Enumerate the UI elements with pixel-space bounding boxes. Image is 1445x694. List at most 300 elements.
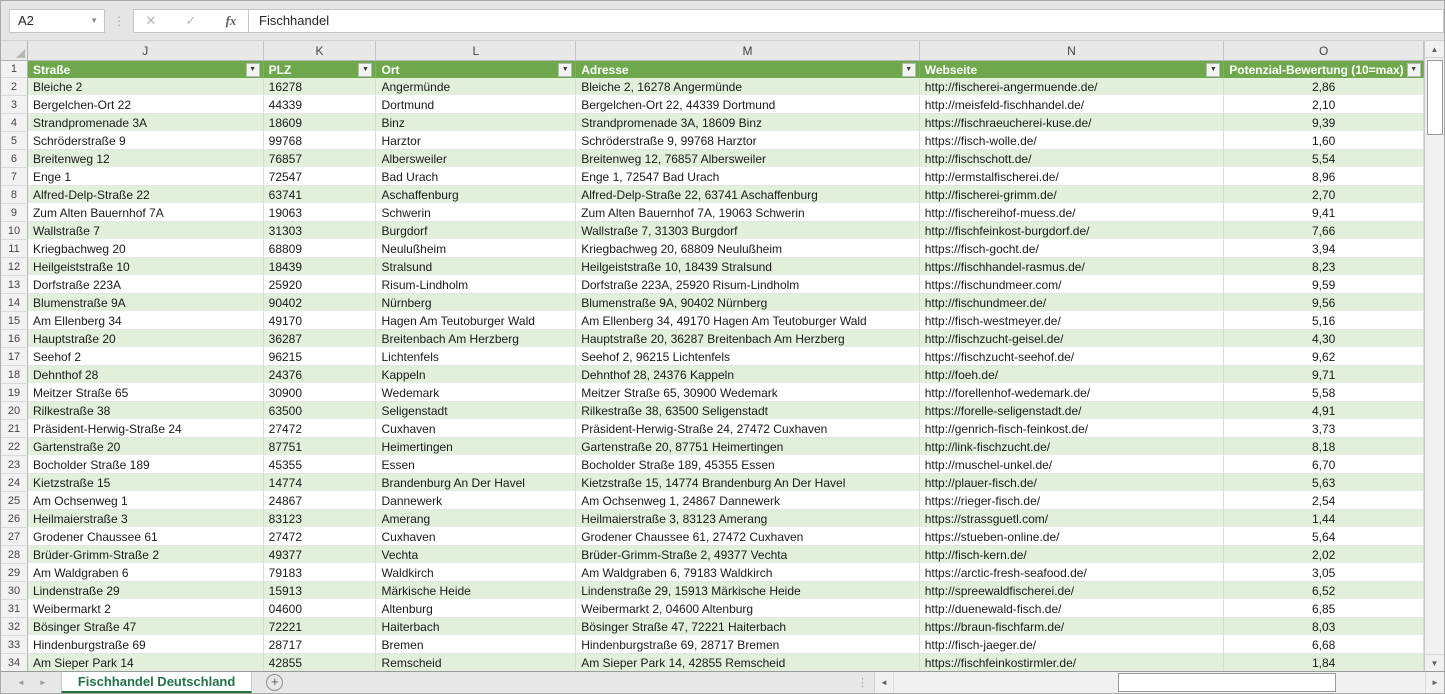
cell-adresse[interactable]: Bergelchen-Ort 22, 44339 Dortmund (576, 96, 920, 114)
cell-bewertung[interactable]: 2,70 (1224, 186, 1424, 204)
column-header-k[interactable]: K (264, 41, 377, 61)
cell-ort[interactable]: Hagen Am Teutoburger Wald (376, 312, 576, 330)
cell-bewertung[interactable]: 9,62 (1224, 348, 1424, 366)
table-row (1, 546, 1424, 564)
cell-adresse[interactable]: Weibermarkt 2, 04600 Altenburg (576, 600, 920, 618)
cell-adresse[interactable]: Dehnthof 28, 24376 Kappeln (576, 366, 920, 384)
cell-webseite[interactable]: http://fischschott.de/ (920, 150, 1225, 168)
cell-adresse[interactable]: Schröderstraße 9, 99768 Harztor (576, 132, 920, 150)
scroll-down-icon[interactable]: ▼ (1425, 654, 1445, 671)
cell-bewertung[interactable]: 5,16 (1224, 312, 1424, 330)
cell-webseite[interactable]: http://fischundmeer.de/ (920, 294, 1225, 312)
cell-plz[interactable]: 19063 (264, 204, 377, 222)
cell-ort[interactable]: Altenburg (376, 600, 576, 618)
row-number[interactable]: 23 (1, 456, 28, 474)
cell-ort[interactable]: Vechta (376, 546, 576, 564)
cell-bewertung[interactable]: 1,44 (1224, 510, 1424, 528)
cell-bewertung[interactable]: 8,18 (1224, 438, 1424, 456)
cell-webseite[interactable]: https://arctic-fresh-seafood.de/ (920, 564, 1225, 582)
formula-buttons (133, 9, 248, 33)
cell-ort[interactable]: Bremen (376, 636, 576, 654)
formula-input[interactable] (248, 9, 1444, 33)
column-header-l[interactable]: L (376, 41, 576, 61)
row-number[interactable]: 12 (1, 258, 28, 276)
cell-strasse[interactable]: Bleiche 2 (28, 78, 264, 96)
cell-plz[interactable]: 36287 (264, 330, 377, 348)
sheet-grid (1, 41, 1424, 671)
scroll-left-icon[interactable]: ◄ (875, 672, 893, 693)
cell-adresse[interactable]: Zum Alten Bauernhof 7A, 19063 Schwerin (576, 204, 920, 222)
cell-strasse[interactable]: Brüder-Grimm-Straße 2 (28, 546, 264, 564)
row-number[interactable]: 22 (1, 438, 28, 456)
cell-adresse[interactable]: Brüder-Grimm-Straße 2, 49377 Vechta (576, 546, 920, 564)
cell-bewertung[interactable]: 6,85 (1224, 600, 1424, 618)
cell-adresse[interactable]: Am Sieper Park 14, 42855 Remscheid (576, 654, 920, 671)
cell-bewertung[interactable]: 2,02 (1224, 546, 1424, 564)
confirm-icon[interactable]: ✓ (185, 12, 197, 28)
cell-webseite[interactable]: http://fischfeinkost-burgdorf.de/ (920, 222, 1225, 240)
cell-webseite[interactable]: http://ermstalfischerei.de/ (920, 168, 1225, 186)
cell-strasse[interactable]: Kietzstraße 15 (28, 474, 264, 492)
cell-webseite[interactable]: http://duenewald-fisch.de/ (920, 600, 1225, 618)
row-number[interactable]: 17 (1, 348, 28, 366)
row-number[interactable]: 29 (1, 564, 28, 582)
row-number[interactable]: 6 (1, 150, 28, 168)
row-number[interactable]: 26 (1, 510, 28, 528)
cell-strasse[interactable]: Weibermarkt 2 (28, 600, 264, 618)
cell-strasse[interactable]: Präsident-Herwig-Straße 24 (28, 420, 264, 438)
cell-adresse[interactable]: Rilkestraße 38, 63500 Seligenstadt (576, 402, 920, 420)
cell-plz[interactable]: 45355 (264, 456, 377, 474)
cell-adresse[interactable]: Bleiche 2, 16278 Angermünde (576, 78, 920, 96)
row-number[interactable]: 8 (1, 186, 28, 204)
filter-icon[interactable]: ▼ (902, 63, 916, 77)
cell-bewertung[interactable]: 9,41 (1224, 204, 1424, 222)
cell-webseite[interactable]: http://link-fischzucht.de/ (920, 438, 1225, 456)
cell-ort[interactable]: Aschaffenburg (376, 186, 576, 204)
cell-bewertung[interactable]: 5,63 (1224, 474, 1424, 492)
cell-strasse[interactable]: Strandpromenade 3A (28, 114, 264, 132)
cell-webseite[interactable]: http://spreewaldfischerei.de/ (920, 582, 1225, 600)
cell-adresse[interactable]: Präsident-Herwig-Straße 24, 27472 Cuxhaven (576, 420, 920, 438)
table-row (1, 312, 1424, 330)
cell-adresse[interactable]: Gartenstraße 20, 87751 Heimertingen (576, 438, 920, 456)
row-number[interactable]: 18 (1, 366, 28, 384)
cell-strasse[interactable]: Gartenstraße 20 (28, 438, 264, 456)
sheet-tab-bar (1, 671, 1444, 693)
column-header-row (1, 41, 1424, 61)
cell-strasse[interactable]: Dorfstraße 223A (28, 276, 264, 294)
cancel-icon[interactable]: ✕ (145, 12, 157, 28)
cell-bewertung[interactable]: 4,30 (1224, 330, 1424, 348)
scroll-up-icon[interactable]: ▲ (1425, 41, 1445, 58)
cell-ort[interactable]: Stralsund (376, 258, 576, 276)
cell-strasse[interactable]: Heilgeiststraße 10 (28, 258, 264, 276)
row-number[interactable]: 25 (1, 492, 28, 510)
cell-webseite[interactable]: https://fischundmeer.com/ (920, 276, 1225, 294)
column-header-n[interactable]: N (920, 41, 1225, 61)
formula-value: Fischhandel (259, 13, 330, 28)
cell-adresse[interactable]: Dorfstraße 223A, 25920 Risum-Lindholm (576, 276, 920, 294)
cell-adresse[interactable]: Seehof 2, 96215 Lichtenfels (576, 348, 920, 366)
cell-strasse[interactable]: Seehof 2 (28, 348, 264, 366)
cell-plz[interactable]: 87751 (264, 438, 377, 456)
cell-ort[interactable]: Brandenburg An Der Havel (376, 474, 576, 492)
row-number[interactable]: 33 (1, 636, 28, 654)
sheet-tab-label: Fischhandel Deutschland (77, 674, 236, 689)
cell-plz[interactable]: 72221 (264, 618, 377, 636)
header-ort[interactable]: Ort ▼ (376, 61, 576, 78)
cell-plz[interactable]: 15913 (264, 582, 377, 600)
table-row (1, 204, 1424, 222)
cell-plz[interactable]: 83123 (264, 510, 377, 528)
table-row (1, 96, 1424, 114)
row-number[interactable]: 31 (1, 600, 28, 618)
cell-ort[interactable]: Wedemark (376, 384, 576, 402)
cell-webseite[interactable]: http://fischerei-angermuende.de/ (920, 78, 1225, 96)
cell-ort[interactable]: Märkische Heide (376, 582, 576, 600)
cell-bewertung[interactable]: 3,94 (1224, 240, 1424, 258)
cell-plz[interactable]: 24867 (264, 492, 377, 510)
cell-strasse[interactable]: Heilmaierstraße 3 (28, 510, 264, 528)
cell-plz[interactable]: 27472 (264, 528, 377, 546)
horizontal-scrollbar-thumb[interactable] (1118, 673, 1336, 692)
cell-ort[interactable]: Risum-Lindholm (376, 276, 576, 294)
cell-bewertung[interactable]: 2,86 (1224, 78, 1424, 96)
table-row (1, 114, 1424, 132)
cell-bewertung[interactable]: 5,54 (1224, 150, 1424, 168)
cell-webseite[interactable]: http://meisfeld-fischhandel.de/ (920, 96, 1225, 114)
cell-plz[interactable]: 49170 (264, 312, 377, 330)
cell-adresse[interactable]: Kriegbachweg 20, 68809 Neulußheim (576, 240, 920, 258)
cell-strasse[interactable]: Am Ellenberg 34 (28, 312, 264, 330)
cell-plz[interactable]: 72547 (264, 168, 377, 186)
cell-webseite[interactable]: https://fisch-gocht.de/ (920, 240, 1225, 258)
cell-plz[interactable]: 90402 (264, 294, 377, 312)
cell-ort[interactable]: Lichtenfels (376, 348, 576, 366)
cell-plz[interactable]: 68809 (264, 240, 377, 258)
cell-adresse[interactable]: Hauptstraße 20, 36287 Breitenbach Am Herzberg (576, 330, 920, 348)
cell-bewertung[interactable]: 9,56 (1224, 294, 1424, 312)
cell-bewertung[interactable]: 9,59 (1224, 276, 1424, 294)
cell-bewertung[interactable]: 1,60 (1224, 132, 1424, 150)
table-row (1, 132, 1424, 150)
cell-adresse[interactable]: Enge 1, 72547 Bad Urach (576, 168, 920, 186)
cell-adresse[interactable]: Am Waldgraben 6, 79183 Waldkirch (576, 564, 920, 582)
header-bewertung[interactable]: Potenzial-Bewertung (10=max) ▼ (1224, 61, 1424, 78)
vertical-scrollbar-thumb[interactable] (1427, 60, 1443, 135)
cell-ort[interactable]: Amerang (376, 510, 576, 528)
cell-strasse[interactable]: Alfred-Delp-Straße 22 (28, 186, 264, 204)
table-row (1, 168, 1424, 186)
cell-plz[interactable]: 18609 (264, 114, 377, 132)
table-row (1, 492, 1424, 510)
cell-strasse[interactable]: Bösinger Straße 47 (28, 618, 264, 636)
cell-ort[interactable]: Angermünde (376, 78, 576, 96)
cell-adresse[interactable]: Alfred-Delp-Straße 22, 63741 Aschaffenburg (576, 186, 920, 204)
row-number[interactable]: 9 (1, 204, 28, 222)
cell-plz[interactable]: 31303 (264, 222, 377, 240)
horizontal-scrollbar-track[interactable] (893, 672, 1426, 693)
cell-webseite[interactable]: https://forelle-seligenstadt.de/ (920, 402, 1225, 420)
cell-ort[interactable]: Neulußheim (376, 240, 576, 258)
cell-ort[interactable]: Kappeln (376, 366, 576, 384)
cell-adresse[interactable]: Heilmaierstraße 3, 83123 Amerang (576, 510, 920, 528)
cell-plz[interactable]: 79183 (264, 564, 377, 582)
cell-adresse[interactable]: Bösinger Straße 47, 72221 Haiterbach (576, 618, 920, 636)
cell-strasse[interactable]: Am Waldgraben 6 (28, 564, 264, 582)
cell-ort[interactable]: Schwerin (376, 204, 576, 222)
cell-ort[interactable]: Nürnberg (376, 294, 576, 312)
header-adresse[interactable]: Adresse ▼ (576, 61, 920, 78)
cell-ort[interactable]: Cuxhaven (376, 420, 576, 438)
cell-webseite[interactable]: http://fisch-jaeger.de/ (920, 636, 1225, 654)
cell-strasse[interactable]: Am Sieper Park 14 (28, 654, 264, 671)
cell-webseite[interactable]: http://plauer-fisch.de/ (920, 474, 1225, 492)
name-box-value: A2 (18, 13, 34, 28)
filter-icon[interactable]: ▼ (246, 63, 260, 77)
cell-plz[interactable]: 27472 (264, 420, 377, 438)
table-row (1, 636, 1424, 654)
cell-ort[interactable]: Dortmund (376, 96, 576, 114)
cell-strasse[interactable]: Enge 1 (28, 168, 264, 186)
horizontal-scrollbar[interactable] (874, 672, 1444, 693)
cell-webseite[interactable]: http://fischereihof-muess.de/ (920, 204, 1225, 222)
row-number[interactable]: 1 (1, 61, 28, 78)
cell-plz[interactable]: 18439 (264, 258, 377, 276)
header-strasse[interactable]: Straße ▼ (28, 61, 264, 78)
cell-ort[interactable]: Albersweiler (376, 150, 576, 168)
row-number[interactable]: 4 (1, 114, 28, 132)
cell-plz[interactable]: 24376 (264, 366, 377, 384)
row-number[interactable]: 20 (1, 402, 28, 420)
cell-bewertung[interactable]: 6,52 (1224, 582, 1424, 600)
cell-plz[interactable]: 63500 (264, 402, 377, 420)
row-number[interactable]: 2 (1, 78, 28, 96)
cell-bewertung[interactable]: 3,05 (1224, 564, 1424, 582)
cell-plz[interactable]: 49377 (264, 546, 377, 564)
cell-adresse[interactable]: Am Ochsenweg 1, 24867 Dannewerk (576, 492, 920, 510)
cell-webseite[interactable]: http://fischzucht-geisel.de/ (920, 330, 1225, 348)
table-row (1, 618, 1424, 636)
cell-ort[interactable]: Essen (376, 456, 576, 474)
cell-adresse[interactable]: Bocholder Straße 189, 45355 Essen (576, 456, 920, 474)
vertical-scrollbar[interactable] (1424, 41, 1444, 671)
cell-bewertung[interactable]: 6,68 (1224, 636, 1424, 654)
cell-adresse[interactable]: Strandpromenade 3A, 18609 Binz (576, 114, 920, 132)
row-number[interactable]: 10 (1, 222, 28, 240)
cell-bewertung[interactable]: 5,58 (1224, 384, 1424, 402)
cell-strasse[interactable]: Bergelchen-Ort 22 (28, 96, 264, 114)
formula-bar-handle-icon[interactable]: ⋮ (113, 13, 125, 28)
sheet-tab-active[interactable] (61, 672, 252, 693)
cell-webseite[interactable]: https://strassguetl.com/ (920, 510, 1225, 528)
cell-adresse[interactable]: Kietzstraße 15, 14774 Brandenburg An Der Havel (576, 474, 920, 492)
row-number[interactable]: 21 (1, 420, 28, 438)
cell-plz[interactable]: 99768 (264, 132, 377, 150)
column-header-m[interactable]: M (576, 41, 920, 61)
cell-bewertung[interactable]: 8,03 (1224, 618, 1424, 636)
row-number[interactable]: 5 (1, 132, 28, 150)
insert-function-icon[interactable]: fx (225, 12, 237, 28)
column-header-o[interactable]: O (1224, 41, 1424, 61)
row-number[interactable]: 28 (1, 546, 28, 564)
cell-webseite[interactable]: https://rieger-fisch.de/ (920, 492, 1225, 510)
filter-icon[interactable]: ▼ (558, 63, 572, 77)
cell-adresse[interactable]: Hindenburgstraße 69, 28717 Bremen (576, 636, 920, 654)
cell-strasse[interactable]: Bocholder Straße 189 (28, 456, 264, 474)
cell-bewertung[interactable]: 8,96 (1224, 168, 1424, 186)
cell-webseite[interactable]: https://fischfeinkostirmler.de/ (920, 654, 1225, 671)
table-body (1, 78, 1424, 671)
column-header-j[interactable]: J (28, 41, 264, 61)
cell-adresse[interactable]: Meitzer Straße 65, 30900 Wedemark (576, 384, 920, 402)
cell-strasse[interactable]: Rilkestraße 38 (28, 402, 264, 420)
cell-plz[interactable]: 14774 (264, 474, 377, 492)
cell-adresse[interactable]: Lindenstraße 29, 15913 Märkische Heide (576, 582, 920, 600)
cell-bewertung[interactable]: 2,54 (1224, 492, 1424, 510)
row-number[interactable]: 30 (1, 582, 28, 600)
select-all-button[interactable] (1, 41, 28, 61)
cell-adresse[interactable]: Wallstraße 7, 31303 Burgdorf (576, 222, 920, 240)
row-number[interactable]: 3 (1, 96, 28, 114)
cell-strasse[interactable]: Am Ochsenweg 1 (28, 492, 264, 510)
cell-webseite[interactable]: https://stueben-online.de/ (920, 528, 1225, 546)
cell-webseite[interactable]: http://forellenhof-wedemark.de/ (920, 384, 1225, 402)
cell-ort[interactable]: Burgdorf (376, 222, 576, 240)
table-row (1, 474, 1424, 492)
row-number[interactable]: 13 (1, 276, 28, 294)
cell-plz[interactable]: 96215 (264, 348, 377, 366)
cell-bewertung[interactable]: 6,70 (1224, 456, 1424, 474)
scroll-right-icon[interactable]: ► (1426, 672, 1444, 693)
cell-ort[interactable]: Bad Urach (376, 168, 576, 186)
cell-webseite[interactable]: https://braun-fischfarm.de/ (920, 618, 1225, 636)
table-row (1, 294, 1424, 312)
cell-ort[interactable]: Binz (376, 114, 576, 132)
row-number[interactable]: 11 (1, 240, 28, 258)
table-row (1, 600, 1424, 618)
cell-bewertung[interactable]: 2,10 (1224, 96, 1424, 114)
cell-bewertung[interactable]: 8,23 (1224, 258, 1424, 276)
cell-plz[interactable]: 30900 (264, 384, 377, 402)
cell-webseite[interactable]: https://fisch-wolle.de/ (920, 132, 1225, 150)
cell-bewertung[interactable]: 5,64 (1224, 528, 1424, 546)
scrollbar-handle-icon[interactable]: ⋮ (857, 677, 868, 689)
row-number[interactable]: 32 (1, 618, 28, 636)
cell-ort[interactable]: Heimertingen (376, 438, 576, 456)
cell-plz[interactable]: 42855 (264, 654, 377, 671)
row-number[interactable]: 34 (1, 654, 28, 671)
cell-strasse[interactable]: Breitenweg 12 (28, 150, 264, 168)
cell-plz[interactable]: 76857 (264, 150, 377, 168)
cell-plz[interactable]: 63741 (264, 186, 377, 204)
cell-bewertung[interactable]: 1,84 (1224, 654, 1424, 671)
table-row (1, 240, 1424, 258)
grid-region (1, 41, 1444, 671)
header-plz[interactable]: PLZ ▼ (264, 61, 377, 78)
cell-adresse[interactable]: Heilgeiststraße 10, 18439 Stralsund (576, 258, 920, 276)
name-box[interactable] (9, 9, 105, 33)
cell-strasse[interactable]: Schröderstraße 9 (28, 132, 264, 150)
next-sheet-icon[interactable]: ► (38, 678, 47, 687)
row-number[interactable]: 27 (1, 528, 28, 546)
cell-strasse[interactable]: Blumenstraße 9A (28, 294, 264, 312)
name-box-dropdown-icon[interactable]: ▼ (90, 16, 98, 25)
cell-strasse[interactable]: Hauptstraße 20 (28, 330, 264, 348)
cell-strasse[interactable]: Wallstraße 7 (28, 222, 264, 240)
cell-ort[interactable]: Cuxhaven (376, 528, 576, 546)
cell-ort[interactable]: Dannewerk (376, 492, 576, 510)
tab-navigation (1, 672, 61, 693)
cell-plz[interactable]: 25920 (264, 276, 377, 294)
cell-strasse[interactable]: Zum Alten Bauernhof 7A (28, 204, 264, 222)
cell-webseite[interactable]: https://fischzucht-seehof.de/ (920, 348, 1225, 366)
new-sheet-button[interactable]: + (266, 674, 283, 691)
cell-adresse[interactable]: Grodener Chaussee 61, 27472 Cuxhaven (576, 528, 920, 546)
cell-webseite[interactable]: http://fisch-westmeyer.de/ (920, 312, 1225, 330)
cell-bewertung[interactable]: 7,66 (1224, 222, 1424, 240)
cell-adresse[interactable]: Breitenweg 12, 76857 Albersweiler (576, 150, 920, 168)
filter-icon[interactable]: ▼ (1206, 63, 1220, 77)
cell-strasse[interactable]: Hindenburgstraße 69 (28, 636, 264, 654)
cell-webseite[interactable]: http://genrich-fisch-feinkost.de/ (920, 420, 1225, 438)
cell-adresse[interactable]: Blumenstraße 9A, 90402 Nürnberg (576, 294, 920, 312)
cell-plz[interactable]: 28717 (264, 636, 377, 654)
tab-bar-spacer (283, 672, 857, 693)
row-number[interactable]: 19 (1, 384, 28, 402)
cell-plz[interactable]: 04600 (264, 600, 377, 618)
cell-strasse[interactable]: Lindenstraße 29 (28, 582, 264, 600)
row-number[interactable]: 7 (1, 168, 28, 186)
cell-bewertung[interactable]: 9,39 (1224, 114, 1424, 132)
cell-ort[interactable]: Waldkirch (376, 564, 576, 582)
cell-bewertung[interactable]: 4,91 (1224, 402, 1424, 420)
cell-strasse[interactable]: Meitzer Straße 65 (28, 384, 264, 402)
cell-strasse[interactable]: Kriegbachweg 20 (28, 240, 264, 258)
cell-ort[interactable]: Haiterbach (376, 618, 576, 636)
cell-ort[interactable]: Harztor (376, 132, 576, 150)
cell-bewertung[interactable]: 9,71 (1224, 366, 1424, 384)
cell-webseite[interactable]: http://muschel-unkel.de/ (920, 456, 1225, 474)
cell-ort[interactable]: Seligenstadt (376, 402, 576, 420)
cell-webseite[interactable]: http://fisch-kern.de/ (920, 546, 1225, 564)
table-row (1, 402, 1424, 420)
row-number[interactable]: 15 (1, 312, 28, 330)
cell-webseite[interactable]: http://foeh.de/ (920, 366, 1225, 384)
cell-plz[interactable]: 44339 (264, 96, 377, 114)
previous-sheet-icon[interactable]: ◄ (17, 678, 25, 687)
cell-plz[interactable]: 16278 (264, 78, 377, 96)
filter-icon[interactable]: ▼ (358, 63, 372, 77)
cell-ort[interactable]: Breitenbach Am Herzberg (376, 330, 576, 348)
table-row (1, 654, 1424, 671)
row-number[interactable]: 24 (1, 474, 28, 492)
table-row (1, 582, 1424, 600)
cell-webseite[interactable]: https://fischraeucherei-kuse.de/ (920, 114, 1225, 132)
header-webseite[interactable]: Webseite ▼ (920, 61, 1225, 78)
cell-adresse[interactable]: Am Ellenberg 34, 49170 Hagen Am Teutoburger Wald (576, 312, 920, 330)
filter-icon[interactable]: ▼ (1407, 63, 1421, 77)
cell-webseite[interactable]: http://fischerei-grimm.de/ (920, 186, 1225, 204)
row-number[interactable]: 16 (1, 330, 28, 348)
cell-bewertung[interactable]: 3,73 (1224, 420, 1424, 438)
cell-strasse[interactable]: Dehnthof 28 (28, 366, 264, 384)
row-number[interactable]: 14 (1, 294, 28, 312)
cell-strasse[interactable]: Grodener Chaussee 61 (28, 528, 264, 546)
cell-webseite[interactable]: https://fischhandel-rasmus.de/ (920, 258, 1225, 276)
cell-ort[interactable]: Remscheid (376, 654, 576, 671)
